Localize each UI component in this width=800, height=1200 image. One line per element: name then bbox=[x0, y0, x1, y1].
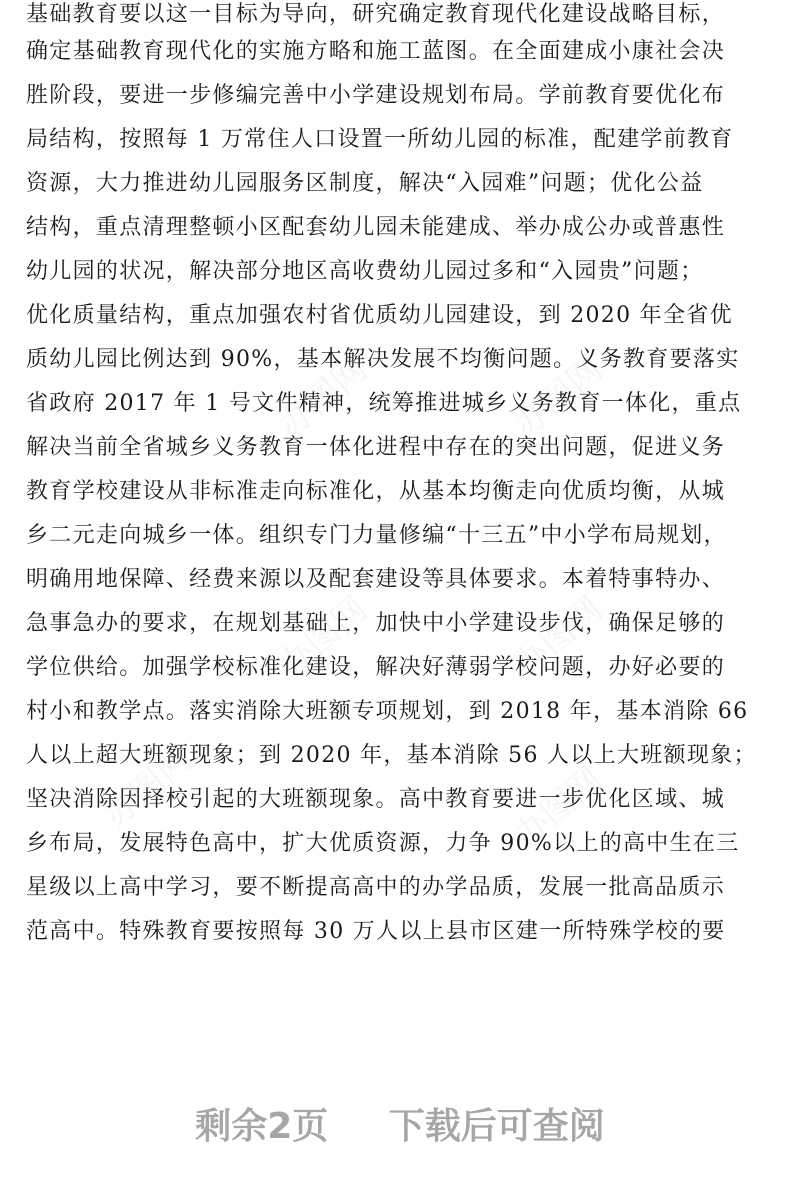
watermark: 办图网 bbox=[271, 589, 376, 686]
text-line: 人以上超大班额现象；到 2020 年，基本消除 56 人以上大班额现象； bbox=[26, 743, 757, 768]
text-line: 省政府 2017 年 1 号文件精神，统筹推进城乡义务教育一体化，重点 bbox=[26, 391, 742, 416]
text-line: 乡二元走向城乡一体。组织专门力量修编“十三五”中小学布局规划， bbox=[26, 523, 727, 548]
text-line: 局结构，按照每 1 万常住人口设置一所幼儿园的标准，配建学前教育 bbox=[26, 127, 734, 152]
download-prompt-label: 下载后可查阅 bbox=[388, 1106, 605, 1147]
text-line: 范高中。特殊教育要按照每 30 万人以上县市区建一所特殊学校的要 bbox=[26, 919, 726, 944]
watermark: 办图网 bbox=[506, 589, 611, 686]
text-line: 明确用地保障、经费来源以及配套建设等具体要求。本着特事特办、 bbox=[26, 567, 726, 592]
body-text bbox=[26, 0, 776, 954]
text-line: 解决当前全省城乡义务教育一体化进程中存在的突出问题，促进义务 bbox=[26, 435, 726, 460]
watermark: 办图网 bbox=[506, 349, 611, 446]
text-line: 优化质量结构，重点加强农村省优质幼儿园建设，到 2020 年全省优 bbox=[26, 303, 733, 328]
text-line: 村小和教学点。落实消除大班额专项规划，到 2018 年，基本消除 66 bbox=[26, 699, 749, 724]
watermark: 办图网 bbox=[506, 759, 611, 856]
text-line: 幼儿园的状况，解决部分地区高收费幼儿园过多和“入园贵”问题； bbox=[26, 259, 704, 284]
text-line: 坚决消除因择校引起的大班额现象。高中教育要进一步优化区域、城 bbox=[26, 787, 726, 812]
text-line: 乡布局，发展特色高中，扩大优质资源，力争 90%以上的高中生在三 bbox=[26, 831, 740, 856]
text-line: 学位供给。加强学校标准化建设，解决好薄弱学校问题，办好必要的 bbox=[26, 655, 726, 680]
download-banner[interactable] bbox=[0, 1098, 800, 1148]
text-line: 星级以上高中学习，要不断提高高中的办学品质，发展一批高品质示 bbox=[26, 875, 726, 900]
text-line: 资源，大力推进幼儿园服务区制度，解决“入园难”问题；优化公益 bbox=[26, 171, 704, 196]
text-line: 胜阶段，要进一步修编完善中小学建设规划布局。学前教育要优化布 bbox=[26, 83, 726, 108]
watermark: 办图网 bbox=[96, 739, 201, 836]
text-line: 确定基础教育现代化的实施方略和施工蓝图。在全面建成小康社会决 bbox=[26, 39, 726, 64]
text-line: 质幼儿园比例达到 90%，基本解决发展不均衡问题。义务教育要落实 bbox=[26, 347, 740, 372]
watermark: 办图网 bbox=[271, 349, 376, 446]
text-line: 基础教育要以这一目标为导向，研究确定教育现代化建设战略目标， bbox=[26, 2, 726, 27]
text-line: 急事急办的要求，在规划基础上，加快中小学建设步伐，确保足够的 bbox=[26, 611, 726, 636]
remaining-pages-label: 剩余2页 bbox=[195, 1106, 329, 1147]
text-line: 教育学校建设从非标准走向标准化，从基本均衡走向优质均衡，从城 bbox=[26, 479, 726, 504]
text-line: 结构，重点清理整顿小区配套幼儿园未能建成、举办成公办或普惠性 bbox=[26, 215, 726, 240]
